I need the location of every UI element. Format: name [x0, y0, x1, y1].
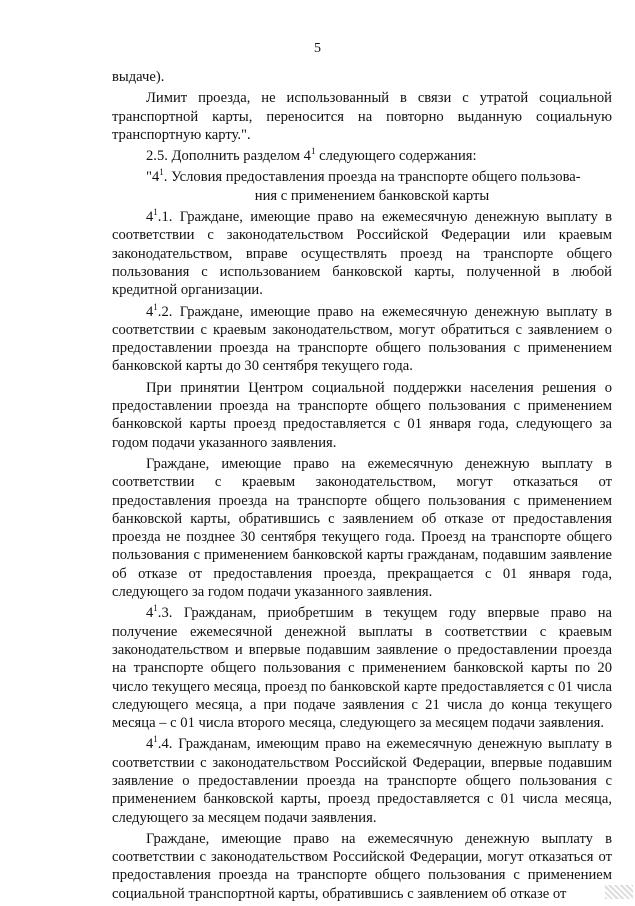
section-title	[112, 168, 612, 205]
clause-number: 4	[146, 736, 154, 753]
clause-4-1-2	[112, 303, 612, 376]
clause-number: 4	[146, 209, 154, 226]
clause-4-1-4	[112, 735, 612, 826]
paragraph-refusal: Граждане, имеющие право на ежемесячную денежную выплату в соответствии с краевым законодательством, могут отказаться от предоставления проезда на транспорте общего пользования с применением банковской карты, обратившись с заявлением об отказе от предоставления проезда не позднее 30 сентября текущего года. Проезд на транспорте общего пользования с применением банковской карты гражданам, подавшим заявление об отказе от предоставления проезда, прекращается с 01 января года, следующего за годом подачи указанного заявления.	[112, 455, 612, 601]
section-title-c: ния с применением банковской карты	[254, 187, 490, 204]
section-title-b: . Условия предоставления проезда на транспорте общего пользова-	[163, 169, 581, 186]
paragraph-limit: Лимит проезда, не использованный в связи с утратой социальной транспортной карты, переносится на повторно выданную социальную транспортную карту.".	[112, 90, 612, 143]
superscript: 1	[153, 603, 158, 614]
clause-number: 4	[146, 605, 154, 622]
clause-text: .3. Гражданам, приобретшим в текущем году впервые право на получение ежемесячной денежной выплаты в соответствии с краевым законодательством и впервые подавшим заявление о предоставлении проезда на транспорте общего пользования с применением банковской карты по 20 число текущего месяца, проезд по банковской карте предоставляется с 01 числа следующего месяца, а при подаче заявления с 21 числа до конца текущего месяца – с 01 числа второго месяца, следующего за месяцем подачи заявления.	[112, 605, 612, 732]
section-title-a: "4	[146, 169, 160, 186]
amendment-text-a: 2.5. Дополнить разделом 4	[146, 148, 311, 165]
paragraph-decision: При принятии Центром социальной поддержки населения решения о предоставлении проезда на транспорте общего пользования с применением банковской карты проезд предоставляется с 01 января года, следующего за годом подачи указанного заявления.	[112, 379, 612, 451]
superscript: 1	[153, 207, 158, 218]
paragraph-continuation: выдаче).	[112, 69, 165, 85]
page-number: 5	[314, 41, 321, 56]
scan-artifact	[605, 885, 633, 899]
superscript: 1	[153, 301, 158, 312]
clause-text: .4. Гражданам, имеющим право на ежемесячную денежную выплату в соответствии с законодательством Российской Федерации, впервые подавшим заявление о предоставлении проезда на транспорте общего пользования с применением банковской карты, проезд предоставляется с 01 числа месяца, следующего за месяцем подачи заявления.	[112, 736, 612, 826]
superscript: 1	[153, 734, 158, 745]
amendment-text-b: следующего содержания:	[315, 148, 477, 165]
document-body	[112, 68, 612, 906]
clause-text: .2. Граждане, имеющие право на ежемесячную денежную выплату в соответствии с краевым законодательством, могут обратиться с заявлением о предоставлении проезда на транспорте общего пользования с применением банковской карты до 30 сентября текущего года.	[112, 303, 612, 375]
clause-text: .1. Граждане, имеющие право на ежемесячную денежную выплату в соответствии с законодательством Российской Федерации или краевым законодательством, вправе осуществлять проезд на транспорте общего пользования с использованием банковской карты, полученной в любой кредитной организации.	[112, 209, 612, 299]
superscript: 1	[310, 146, 316, 157]
clause-4-1-1	[112, 208, 612, 299]
superscript: 1	[159, 167, 164, 178]
clause-4-1-3	[112, 604, 612, 732]
clause-number: 4	[146, 303, 154, 320]
paragraph-amendment	[112, 147, 612, 165]
paragraph-federal-refusal: Граждане, имеющие право на ежемесячную денежную выплату в соответствии с законодательством Российской Федерации, могут отказаться от предоставления проезда на транспорте общего пользования с применением социальной транспортной карты, обратившись с заявлением об отказе от	[112, 830, 612, 902]
